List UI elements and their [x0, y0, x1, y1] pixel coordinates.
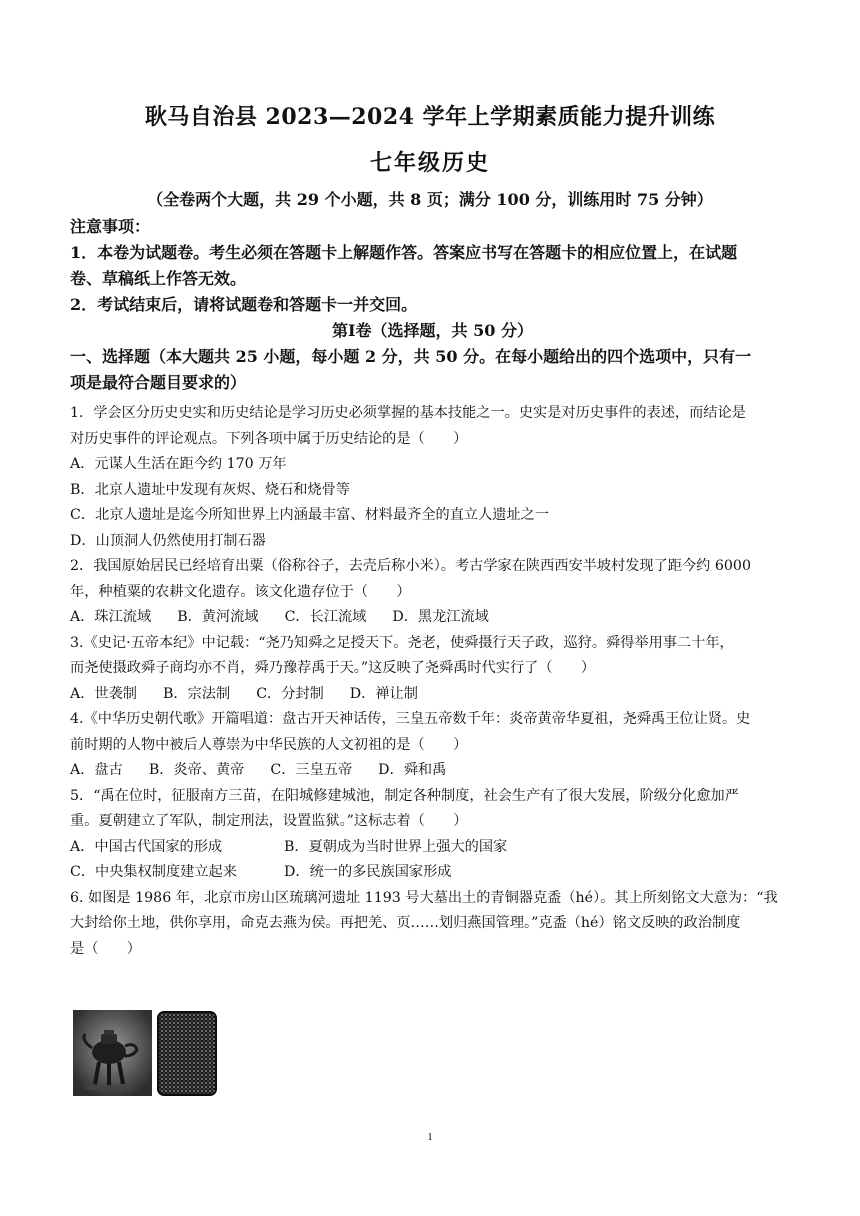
notice-heading: 注意事项：	[70, 217, 151, 236]
question-1-stem: 1．学会区分历史史实和历史结论是学习历史必须掌握的基本技能之一。史实是对历史事件的表述，而结论是	[70, 405, 746, 421]
option-d: D．黑龙江流域	[392, 609, 489, 625]
option-b: B．炎帝、黄帝	[148, 762, 245, 778]
part-title: 第Ⅰ卷（选择题，共 50 分）	[332, 321, 533, 340]
question-5-options-row1	[70, 835, 795, 861]
question-3-stem: 3.《史记·五帝本纪》中记载：“尧乃知舜之足授天下。尧老，使舜摄行天子政，巡狩。舜得举用事二十年，	[70, 634, 734, 651]
question-6-stem-cont: 大封给你土地，供你享用，命克去燕为侯。再把羌、页……划归燕国管理。”克盉（hé）铭文反映的政治制度	[70, 915, 741, 931]
question-2-options	[70, 605, 795, 631]
option-d: D．禅让制	[349, 685, 418, 702]
option-a: A．珠江流域	[70, 609, 152, 625]
question-2-stem: 2．我国原始居民已经培育出粟（俗称谷子，去壳后称小米）。考古学家在陕西西安半坡村发现了距今约 6000	[70, 558, 751, 574]
option-d: D．舜和禹	[378, 762, 447, 778]
option-a: A．盘古	[70, 762, 123, 778]
option-c: C．中央集权制度建立起来	[70, 864, 237, 880]
question-1-stem-cont: 对历史事件的评论观点。下列各项中属于历史结论的是（ ）	[70, 430, 468, 447]
question-6-stem-end: 是（ ）	[70, 940, 141, 957]
bronze-he-photo-and-inscription	[73, 1010, 218, 1096]
exam-info: （全卷两个大题，共 29 个小题，共 8 页；满分 100 分，训练用时 75 分钟）	[147, 190, 713, 209]
section-heading-cont: 项是最符合题目要求的）	[70, 373, 247, 392]
exam-subject: 七年级历史	[369, 150, 490, 176]
option-c: C．三皇五帝	[270, 762, 353, 778]
notice-item-2: 2．考试结束后，请将试题卷和答题卡一并交回。	[70, 295, 418, 314]
page-number: 1	[427, 1131, 433, 1143]
questions-block	[70, 401, 795, 962]
question-3-stem-cont: 而尧使摄政舜子商均亦不肖，舜乃豫荐禹于天。”这反映了尧舜禹时代实行了（ ）	[70, 660, 596, 676]
question-1-option-d: D．山顶洞人仍然使用打制石器	[70, 532, 266, 549]
question-4-options	[70, 758, 795, 784]
option-c: C．长江流域	[284, 609, 367, 625]
section-heading: 一、选择题（本大题共 25 小题，每小题 2 分，共 50 分。在每小题给出的四个选项中，只有一	[70, 347, 752, 366]
question-6-figure	[73, 1010, 218, 1096]
option-d: D．统一的多民族国家形成	[284, 864, 452, 880]
option-c: C．分封制	[256, 685, 324, 702]
exam-title: 耿马自治县 2023—2024 学年上学期素质能力提升训练	[144, 104, 716, 130]
question-2-stem-cont: 年，种植粟的农耕文化遗存。该文化遗存位于（ ）	[70, 583, 411, 600]
question-1-option-b: B．北京人遗址中发现有灰烬、烧石和烧骨等	[70, 481, 350, 498]
question-5-stem: 5．“禹在位时，征服南方三苗，在阳城修建城池，制定各种制度，社会生产有了很大发展，阶级分化愈加严	[70, 787, 739, 804]
question-1-option-c: C．北京人遗址是迄今所知世界上内涵最丰富、材料最齐全的直立人遗址之一	[70, 507, 550, 523]
question-1-option-a: A．元谋人生活在距今约 170 万年	[70, 456, 287, 472]
option-b: B．宗法制	[163, 685, 231, 702]
notice-block	[70, 214, 795, 396]
question-4-stem-cont: 前时期的人物中被后人尊崇为中华民族的人文初祖的是（ ）	[70, 736, 468, 753]
question-4-stem: 4.《中华历史朝代歌》开篇唱道：盘古开天神话传，三皇五帝数千年：炎帝黄帝华夏祖，尧舜禹王位让贤。史	[70, 711, 751, 727]
question-6-stem: 6. 如图是 1986 年，北京市房山区琉璃河遗址 1193 号大墓出土的青铜器克盉（hé）。其上所刻铭文大意为：“我	[70, 889, 778, 906]
question-5-options-row2	[70, 860, 795, 886]
option-b: B．夏朝成为当时世界上强大的国家	[284, 838, 508, 855]
notice-item-1-cont: 卷、草稿纸上作答无效。	[70, 269, 247, 288]
question-5-stem-cont: 重。夏朝建立了军队，制定刑法，设置监狱。”这标志着（ ）	[70, 813, 468, 829]
question-3-options	[70, 682, 795, 708]
option-a: A．世袭制	[70, 685, 137, 702]
notice-item-1: 1．本卷为试题卷。考生必须在答题卡上解题作答。答案应书写在答题卡的相应位置上，在试题	[70, 243, 738, 262]
option-a: A．中国古代国家的形成	[70, 838, 223, 855]
option-b: B．黄河流域	[177, 609, 259, 625]
